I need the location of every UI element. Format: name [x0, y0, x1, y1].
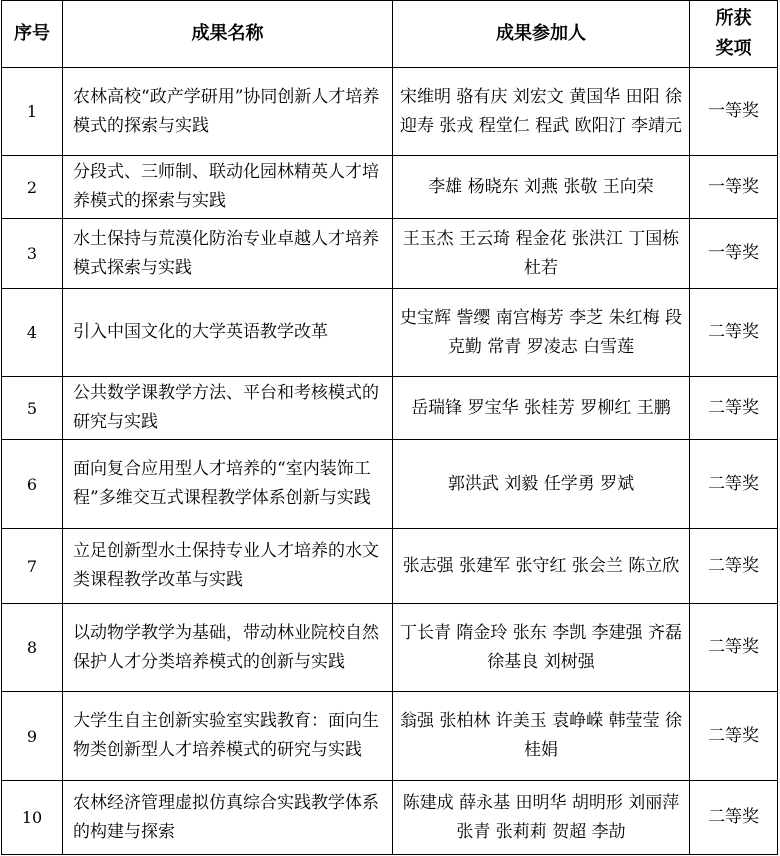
- row-index: 7: [2, 529, 63, 604]
- participants: 陈建成 薛永基 田明华 胡明形 刘丽萍 张青 张莉莉 贺超 李劼: [393, 781, 690, 855]
- header-achievement-name: 成果名称: [63, 1, 393, 68]
- participants: 张志强 张建军 张守红 张会兰 陈立欣: [393, 529, 690, 604]
- achievement-name: 以动物学教学为基础，带动林业院校自然保护人才分类培养模式的创新与实践: [63, 604, 393, 692]
- table-row: [2, 781, 778, 855]
- row-index: 10: [2, 781, 63, 855]
- row-index: 5: [2, 377, 63, 440]
- achievement-name: 引入中国文化的大学英语教学改革: [63, 289, 393, 377]
- award-level: 二等奖: [690, 289, 778, 377]
- achievement-name: 公共数学课教学方法、平台和考核模式的研究与实践: [63, 377, 393, 440]
- table-row: [2, 289, 778, 377]
- achievement-name: 农林经济管理虚拟仿真综合实践教学体系的构建与探索: [63, 781, 393, 855]
- row-index: 3: [2, 219, 63, 289]
- participants: 宋维明 骆有庆 刘宏文 黄国华 田阳 徐迎寿 张戎 程堂仁 程武 欧阳汀 李靖元: [393, 68, 690, 156]
- achievement-name: 分段式、三师制、联动化园林精英人才培养模式的探索与实践: [63, 156, 393, 219]
- participants: 丁长青 隋金玲 张东 李凯 李建强 齐磊 徐基良 刘树强: [393, 604, 690, 692]
- row-index: 2: [2, 156, 63, 219]
- row-index: 6: [2, 440, 63, 529]
- award-level: 二等奖: [690, 377, 778, 440]
- participants: 岳瑞锋 罗宝华 张桂芳 罗柳红 王鹏: [393, 377, 690, 440]
- participants: 李雄 杨晓东 刘燕 张敬 王向荣: [393, 156, 690, 219]
- achievement-name: 立足创新型水土保持专业人才培养的水文类课程教学改革与实践: [63, 529, 393, 604]
- row-index: 4: [2, 289, 63, 377]
- award-level: 一等奖: [690, 68, 778, 156]
- award-level: 二等奖: [690, 440, 778, 529]
- award-level: 二等奖: [690, 692, 778, 781]
- row-index: 8: [2, 604, 63, 692]
- row-index: 1: [2, 68, 63, 156]
- participants: 王玉杰 王云琦 程金花 张洪江 丁国栋 杜若: [393, 219, 690, 289]
- table-row: [2, 68, 778, 156]
- row-index: 9: [2, 692, 63, 781]
- table-row: [2, 529, 778, 604]
- participants: 郭洪武 刘毅 任学勇 罗斌: [393, 440, 690, 529]
- awards-table: [1, 0, 778, 855]
- table-row: [2, 440, 778, 529]
- header-participants: 成果参加人: [393, 1, 690, 68]
- participants: 翁强 张柏林 许美玉 袁峥嵘 韩莹莹 徐桂娟: [393, 692, 690, 781]
- award-level: 一等奖: [690, 219, 778, 289]
- table-row: [2, 219, 778, 289]
- table-row: [2, 692, 778, 781]
- table-header-row: [2, 1, 778, 68]
- table-row: [2, 156, 778, 219]
- header-index: 序号: [2, 1, 63, 68]
- achievement-name: 水土保持与荒漠化防治专业卓越人才培养模式探索与实践: [63, 219, 393, 289]
- award-level: 二等奖: [690, 529, 778, 604]
- table-row: [2, 377, 778, 440]
- table-row: [2, 604, 778, 692]
- achievement-name: 大学生自主创新实验室实践教育：面向生物类创新型人才培养模式的研究与实践: [63, 692, 393, 781]
- achievement-name: 面向复合应用型人才培养的“室内装饰工程”多维交互式课程教学体系创新与实践: [63, 440, 393, 529]
- award-level: 二等奖: [690, 604, 778, 692]
- award-level: 一等奖: [690, 156, 778, 219]
- award-level: 二等奖: [690, 781, 778, 855]
- header-award: 所获 奖项: [690, 1, 778, 68]
- achievement-name: 农林高校“政产学研用”协同创新人才培养模式的探索与实践: [63, 68, 393, 156]
- participants: 史宝辉 訾缨 南宫梅芳 李芝 朱红梅 段克勤 常青 罗凌志 白雪莲: [393, 289, 690, 377]
